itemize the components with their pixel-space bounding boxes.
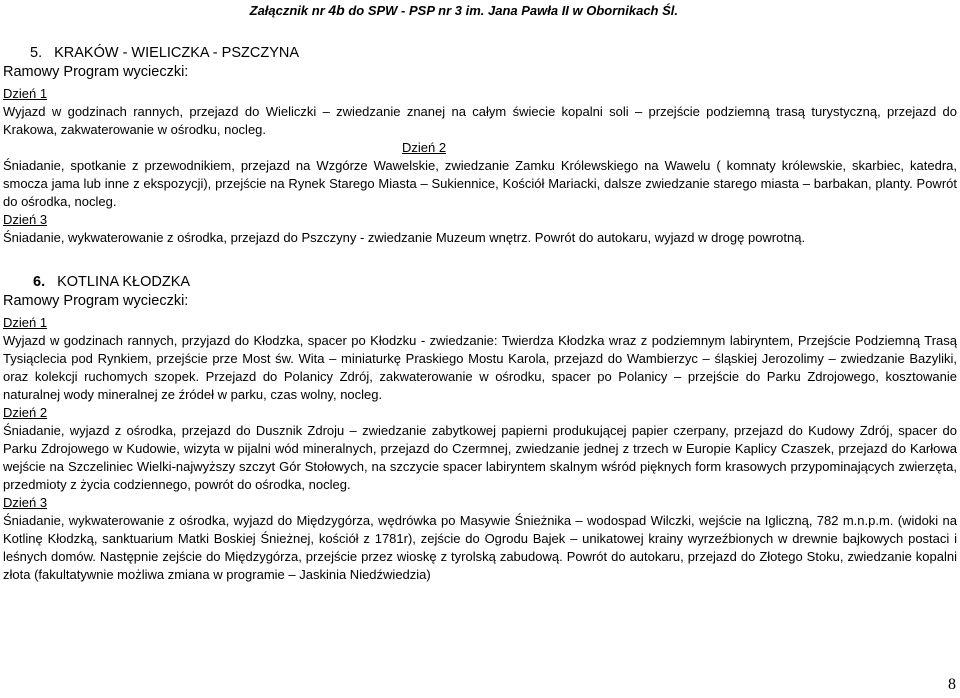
section-gap: [3, 247, 957, 273]
day-description: Śniadanie, wyjazd z ośrodka, przejazd do Dusznik Zdroju – zwiedzanie zabytkowej papierni produkującej papier czerpany, przejazd do Kudowy Zdrój, spacer do Parku Zdrojowego w Kudowie, wizyta w pijalni wód mineralnych, przejazd do Czermnej, zwiedzanie jednej z trzech w Europie Kaplicy Czaszek, przejazd do Karłowa wejście na Szczeliniec Wielki-najwyższy szczyt Gór Stołowych, na szczycie spacer labiryntem skalnym wśród pięknych form krasowych przypominających zwierzęta, przedmioty z życia codziennego, powrót do ośrodka, nocleg.: [3, 423, 957, 492]
section-title: [3, 44, 957, 63]
day-label: Dzień 1: [3, 315, 48, 330]
section-title-text: KOTLINA KŁODZKA: [57, 274, 191, 290]
section-number: 6.: [33, 274, 46, 290]
program-label: Ramowy Program wycieczki:: [3, 293, 189, 309]
day-label: Dzień 2: [3, 405, 48, 420]
header-attachment-number: 4b: [328, 2, 345, 18]
page-header: [250, 2, 678, 18]
section-number: 5.: [30, 45, 43, 61]
day-description: Śniadanie, wykwaterowanie z ośrodka, przejazd do Pszczyny - zwiedzanie Muzeum wnętrz. Powrót do autokaru, wyjazd w drogę powrotną.: [3, 230, 806, 245]
section-title-text: KRAKÓW - WIELICZKA - PSZCZYNA: [54, 45, 300, 61]
day-label: Dzień 1: [3, 86, 48, 101]
page-number: 8: [948, 676, 956, 693]
program-label: Ramowy Program wycieczki:: [3, 64, 189, 80]
section-kotlina-klodzka: [3, 273, 957, 584]
header-prefix: Załącznik nr: [249, 3, 329, 18]
section-title: [3, 273, 957, 292]
section-krakow: [3, 44, 957, 247]
day-label: Dzień 3: [3, 212, 48, 227]
document-body: [3, 44, 957, 584]
day-description: Wyjazd w godzinach rannych, przyjazd do Kłodzka, spacer po Kłodzku - zwiedzanie: Twierdza Kłodzka wraz z podziemnym labiryntem, Przejście Podziemną Trasą Tysiąclecia pod Rynkiem, przejście prze Most św. Wita – miniaturkę Praskiego Mostu Karola, przejazd do Wambierzyc – śląskiej Jerozolimy – zwiedzanie Bazyliki, oraz kolekcji ruchomych szopek. Przejazd do Polanicy Zdrój, zakwaterowanie w ośrodku, spacer po Polanicy – przejście do Parku Zdrojowego, kosztowanie naturalnej wody mineralnej ze źródeł w parku, czas wolny, nocleg.: [3, 333, 957, 402]
day-description: Śniadanie, spotkanie z przewodnikiem, przejazd na Wzgórze Wawelskie, zwiedzanie Zamku Królewskiego na Wawelu ( komnaty królewskie, skarbiec, katedra, smocza jama lub inne z ekspozycji), przejście na Rynek Starego Miasta – Sukiennice, Kościół Mariacki, dalsze zwiedzanie starego miasta – barbakan, planty. Powrót do ośrodka, nocleg.: [3, 158, 957, 209]
day-label: Dzień 3: [3, 495, 48, 510]
day-description: Wyjazd w godzinach rannych, przejazd do Wieliczki – zwiedzanie znanej na całym świecie kopalni soli – przejście podziemną trasą turystyczną, przejazd do Krakowa, zakwaterowanie w ośrodku, nocleg.: [3, 104, 957, 137]
day-label: Dzień 2: [402, 140, 447, 155]
header-suffix: do SPW - PSP nr 3 im. Jana Pawła II w Obornikach Śl.: [344, 3, 678, 18]
day-description: Śniadanie, wykwaterowanie z ośrodka, wyjazd do Międzygórza, wędrówka po Masywie Śnieżnika – wodospad Wilczki, wejście na Igliczną, 782 m.n.p.m. (widoki na Kotlinę Kłodzką, sanktuarium Matki Boskiej Śnieżnej, kościół z 1781r), zejście do Ogrodu Bajek – unikatowej krainy wyrzeźbionych w drewnie bajkowych postaci i leśnych domów. Następnie zejście do Międzygórza, przejście przez wioskę z tyrolską zabudową. Powrót do autokaru, przejazd do Złotego Stoku, zwiedzanie kopalni złota (fakultatywnie możliwa zmiana w programie – Jaskinia Niedźwiedzia): [3, 513, 957, 582]
